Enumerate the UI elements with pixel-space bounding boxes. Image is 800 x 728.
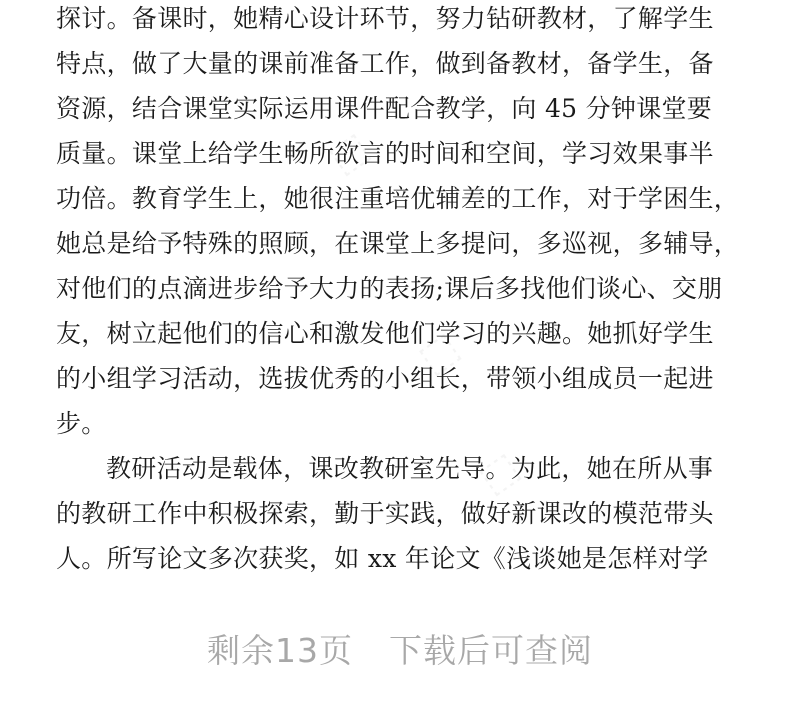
download-prompt[interactable] — [0, 625, 800, 672]
document-body — [56, 0, 746, 581]
text-line: 特点，做了大量的课前准备工作，做到备教材，备学生，备 — [56, 49, 714, 78]
text-line: 她总是给予特殊的照顾，在课堂上多提问，多巡视，多辅导， — [56, 229, 740, 258]
text-line: 步。 — [56, 409, 107, 438]
remaining-pages-label: 剩余13页 — [207, 631, 353, 670]
text-line: 的教研工作中积极探索，勤于实践，做好新课改的模范带头 — [56, 499, 714, 528]
text-line: 质量。课堂上给学生畅所欲言的时间和空间，学习效果事半 — [56, 139, 714, 168]
download-hint-label: 下载后可查阅 — [389, 631, 593, 670]
text-line: 资源，结合课堂实际运用课件配合教学，向 45 分钟课堂要 — [56, 94, 713, 123]
text-line: 人。所写论文多次获奖，如 xx 年论文《浅谈她是怎样对学 — [56, 544, 709, 573]
text-line: 的小组学习活动，选拔优秀的小组长，带领小组成员一起进 — [56, 364, 714, 393]
text-line: 功倍。教育学生上，她很注重培优辅差的工作，对于学困生， — [56, 184, 740, 213]
text-line: 友，树立起他们的信心和激发他们学习的兴趣。她抓好学生 — [56, 319, 714, 348]
text-line-indented: 教研活动是载体，课改教研室先导。为此，她在所从事 — [106, 454, 714, 483]
text-line: 对他们的点滴进步给予大力的表扬;课后多找他们谈心、交朋 — [56, 274, 723, 303]
text-line: 探讨。备课时，她精心设计环节，努力钻研教材，了解学生 — [56, 4, 714, 33]
